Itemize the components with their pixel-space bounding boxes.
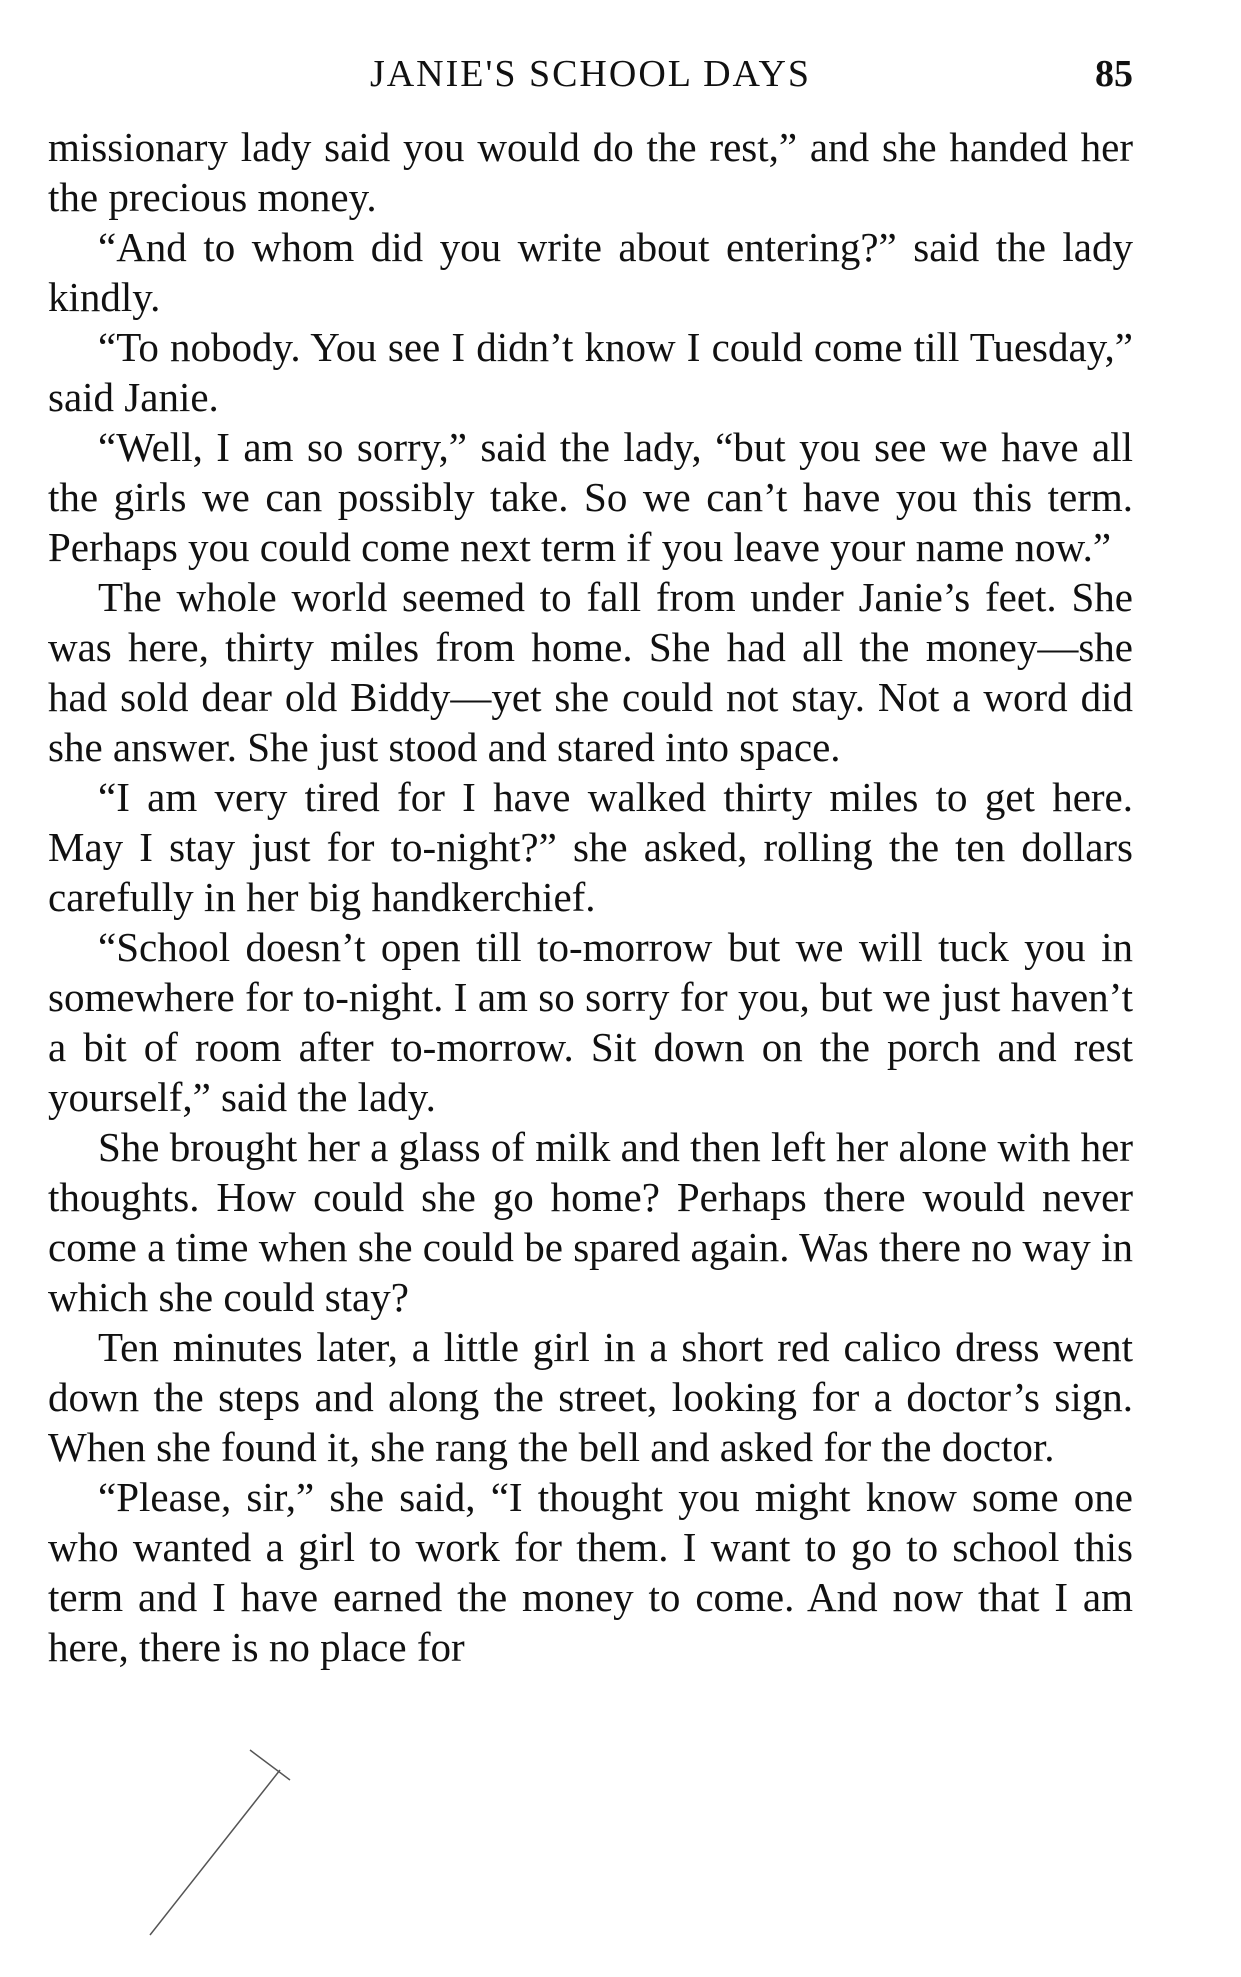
paragraph: She brought her a glass of milk and then left her alone with her thoughts. How could she go home? Perhaps there would never come a time when she could be spared again. Was there no way in which she could stay? [48,1124,1133,1320]
pencil-stroke-mark [140,1740,300,1940]
paragraph: “To nobody. You see I didn’t know I could come till Tuesday,” said Janie. [48,324,1133,420]
book-page [48,48,1133,1672]
paragraph: “Please, sir,” she said, “I thought you might know some one who wanted a girl to work for them. I want to go to school this term and I have earned the money to come. And now that I am here, there is no place for [48,1474,1133,1670]
running-title: JANIE'S SCHOOL DAYS [369,53,812,95]
paragraph: “And to whom did you write about entering?” said the lady kindly. [48,224,1133,320]
body-text [48,122,1133,1672]
page-number: 85 [1095,53,1133,95]
paragraph: missionary lady said you would do the rest,” and she handed her the precious money. [48,124,1133,220]
paragraph: “School doesn’t open till to-morrow but we will tuck you in somewhere for to-night. I am so sorry for you, but we just haven’t a bit of room after to-morrow. Sit down on the porch and rest yourself,” said the lady. [48,924,1133,1120]
paragraph: “Well, I am so sorry,” said the lady, “but you see we have all the girls we can possibly take. So we can’t have you this term. Perhaps you could come next term if you leave your name now.” [48,424,1133,570]
running-head [48,48,1133,108]
paragraph: The whole world seemed to fall from under Janie’s feet. She was here, thirty miles from home. She had all the money—she had sold dear old Biddy—yet she could not stay. Not a word did she answer. She just stood and stared into space. [48,574,1133,770]
paragraph: Ten minutes later, a little girl in a short red calico dress went down the steps and along the street, looking for a doctor’s sign. When she found it, she rang the bell and asked for the doctor. [48,1324,1133,1470]
paragraph: “I am very tired for I have walked thirty miles to get here. May I stay just for to-night?” she asked, rolling the ten dollars carefully in her big handkerchief. [48,774,1133,920]
